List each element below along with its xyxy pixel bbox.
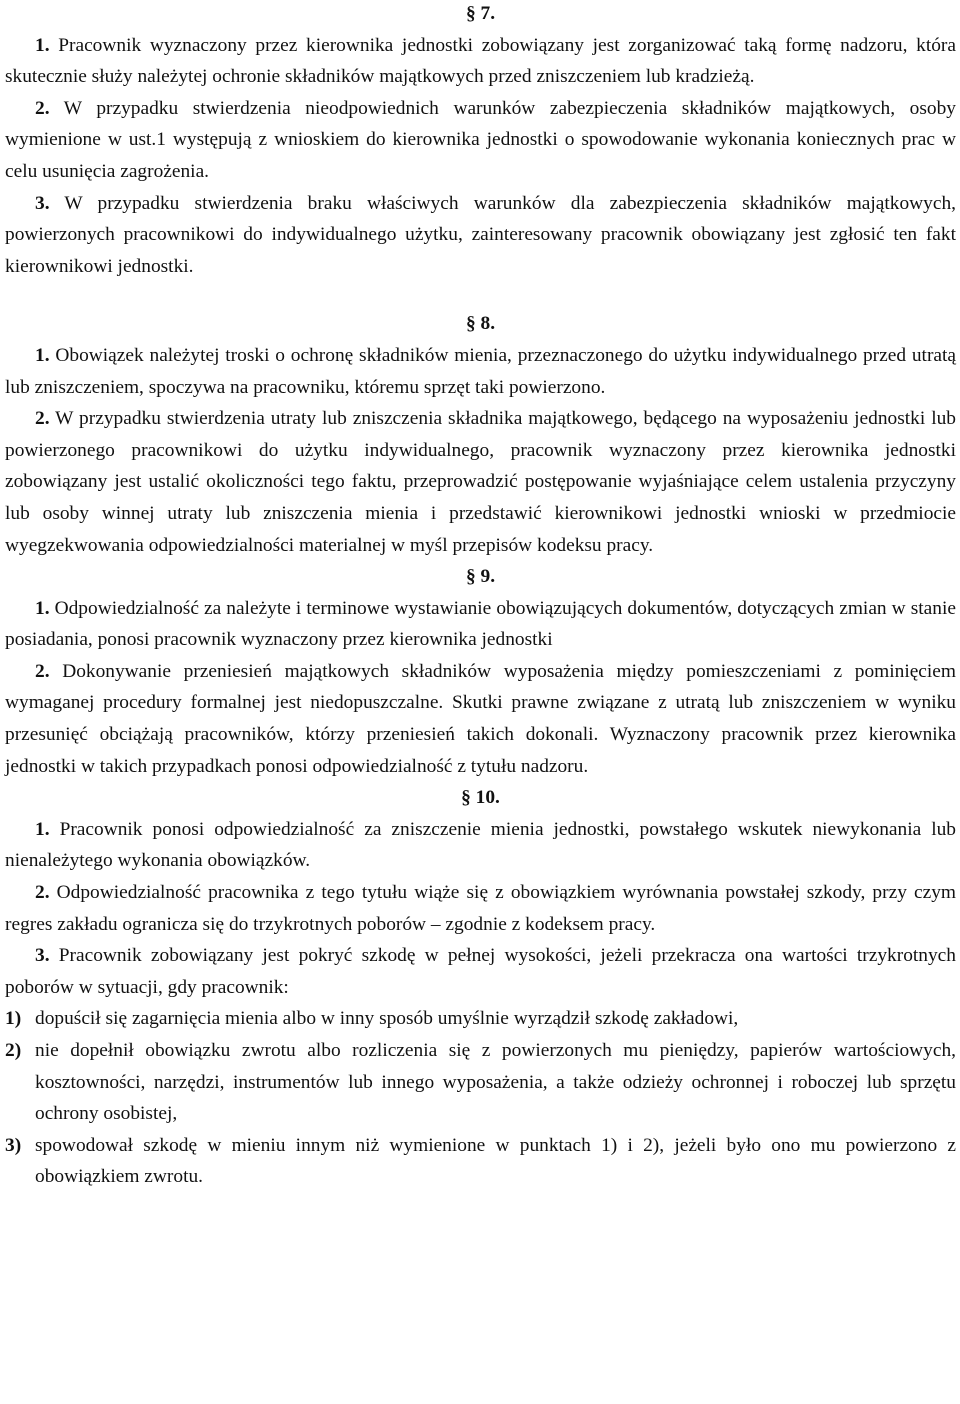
paragraph-7-1: [5, 30, 956, 93]
paragraph-number: 3.: [35, 192, 50, 214]
list-item-number: 3): [5, 1134, 22, 1156]
paragraph-9-1: [5, 593, 956, 656]
paragraph-text: Odpowiedzialność za należyte i terminowe wystawianie obowiązujących dokumentów, dotyczących zmian w stanie posiadania, ponosi pracownik wyznaczony przez kierownika jednostki: [5, 597, 956, 651]
paragraph-text: W przypadku stwierdzenia utraty lub zniszczenia składnika majątkowego, będącego na wyposażeniu jednostki lub powierzonego pracownikowi do użytku indywidualnego, pracownik wyznaczony przez kierownika jednostki zobowiązany jest ustalić okoliczności tego faktu, przeprowadzić postępowanie wyjaśniające celem ustalenia przyczyny lub osoby winnej utraty lub zniszczenia mienia i przedstawić kierownikowi jednostki wnioski w przedmiocie wyegzekwowania odpowiedzialności materialnej w myśl przepisów kodeksu pracy.: [5, 408, 956, 556]
section-spacer: [5, 282, 956, 308]
paragraph-number: 2.: [35, 882, 50, 904]
paragraph-number: 2.: [35, 408, 50, 430]
numbered-list: [5, 1003, 956, 1193]
document-page: [5, 0, 956, 1193]
paragraph-10-1: [5, 814, 956, 877]
paragraph-text: Pracownik ponosi odpowiedzialność za zniszczenie mienia jednostki, powstałego wskutek niewykonania lub nienależytego wykonania obowiązków.: [5, 818, 956, 872]
paragraph-number: 1.: [35, 597, 50, 619]
paragraph-7-3: [5, 188, 956, 283]
paragraph-text: Pracownik zobowiązany jest pokryć szkodę w pełnej wysokości, jeżeli przekracza ona wartości trzykrotnych poborów w sytuacji, gdy pracownik:: [5, 945, 956, 998]
paragraph-9-2: [5, 656, 956, 782]
paragraph-number: 1.: [35, 818, 50, 840]
paragraph-text: W przypadku stwierdzenia nieodpowiednich warunków zabezpieczenia składników majątkowych, osoby wymienione w ust.1 występują z wnioskiem do kierownika jednostki o spowodowanie wykonania koniecznych prac w celu usunięcia zagrożenia.: [5, 97, 956, 182]
paragraph-number: 3.: [35, 945, 50, 967]
list-item-text: nie dopełnił obowiązku zwrotu albo rozliczenia się z powierzonych mu pieniędzy, papierów wartościowych, kosztowności, narzędzi, instrumentów lub innego wyposażenia, a także odzieży ochronnej i roboczej lub sprzętu ochrony osobistej,: [35, 1040, 956, 1125]
list-item-number: 1): [5, 1008, 22, 1030]
paragraph-10-2: [5, 877, 956, 940]
paragraph-number: 1.: [35, 34, 50, 56]
list-item: [5, 1130, 956, 1193]
paragraph-10-3: [5, 940, 956, 1003]
list-item: [5, 1003, 956, 1035]
list-item-number: 2): [5, 1040, 22, 1061]
paragraph-text: Pracownik wyznaczony przez kierownika jednostki zobowiązany jest zorganizować taką formę nadzoru, która skutecznie służy należytej ochronie składników majątkowych przed zniszczeniem lub kradzieżą.: [5, 34, 956, 88]
paragraph-8-1: [5, 340, 956, 403]
section-heading-10: § 10.: [461, 787, 500, 809]
paragraph-8-2: [5, 403, 956, 561]
section-heading-9: § 9.: [465, 566, 496, 588]
section-heading-7: § 7.: [465, 3, 496, 24]
paragraph-number: 2.: [35, 97, 50, 119]
paragraph-number: 1.: [35, 344, 50, 366]
section-heading-8: § 8.: [465, 313, 496, 335]
paragraph-7-2: [5, 93, 956, 188]
list-item-text: dopuścił się zagarnięcia mienia albo w inny sposób umyślnie wyrządził szkodę zakładowi,: [35, 1008, 739, 1030]
paragraph-text: Odpowiedzialność pracownika z tego tytułu wiąże się z obowiązkiem wyrównania powstałej szkody, przy czym regres zakładu ogranicza się do trzykrotnych poborów – zgodnie z kodeksem pracy.: [5, 882, 956, 935]
list-item: [5, 1035, 956, 1130]
paragraph-text: Obowiązek należytej troski o ochronę składników mienia, przeznaczonego do użytku indywidualnego przed utratą lub zniszczeniem, spoczywa na pracowniku, któremu sprzęt taki powierzono.: [5, 344, 956, 398]
paragraph-number: 2.: [35, 660, 50, 682]
paragraph-text: W przypadku stwierdzenia braku właściwych warunków dla zabezpieczenia składników majątkowych, powierzonych pracownikowi do indywidualnego użytku, zainteresowany pracownik obowiązany jest zgłosić ten fakt kierownikowi jednostki.: [5, 192, 956, 277]
list-item-text: spowodował szkodę w mieniu innym niż wymienione w punktach 1) i 2), jeżeli było ono mu powierzono z obowiązkiem zwrotu.: [35, 1134, 956, 1188]
paragraph-text: Dokonywanie przeniesień majątkowych składników wyposażenia między pomieszczeniami z pominięciem wymaganej procedury formalnej jest niedopuszczalne. Skutki prawne związane z utratą lub zniszczeniem w wyniku przesunięć obciążają pracowników, którzy przeniesień takich dokonali. Wyznaczony pracownik przez kierownika jednostki w takich przypadkach ponosi odpowiedzialność z tytułu nadzoru.: [5, 660, 956, 777]
